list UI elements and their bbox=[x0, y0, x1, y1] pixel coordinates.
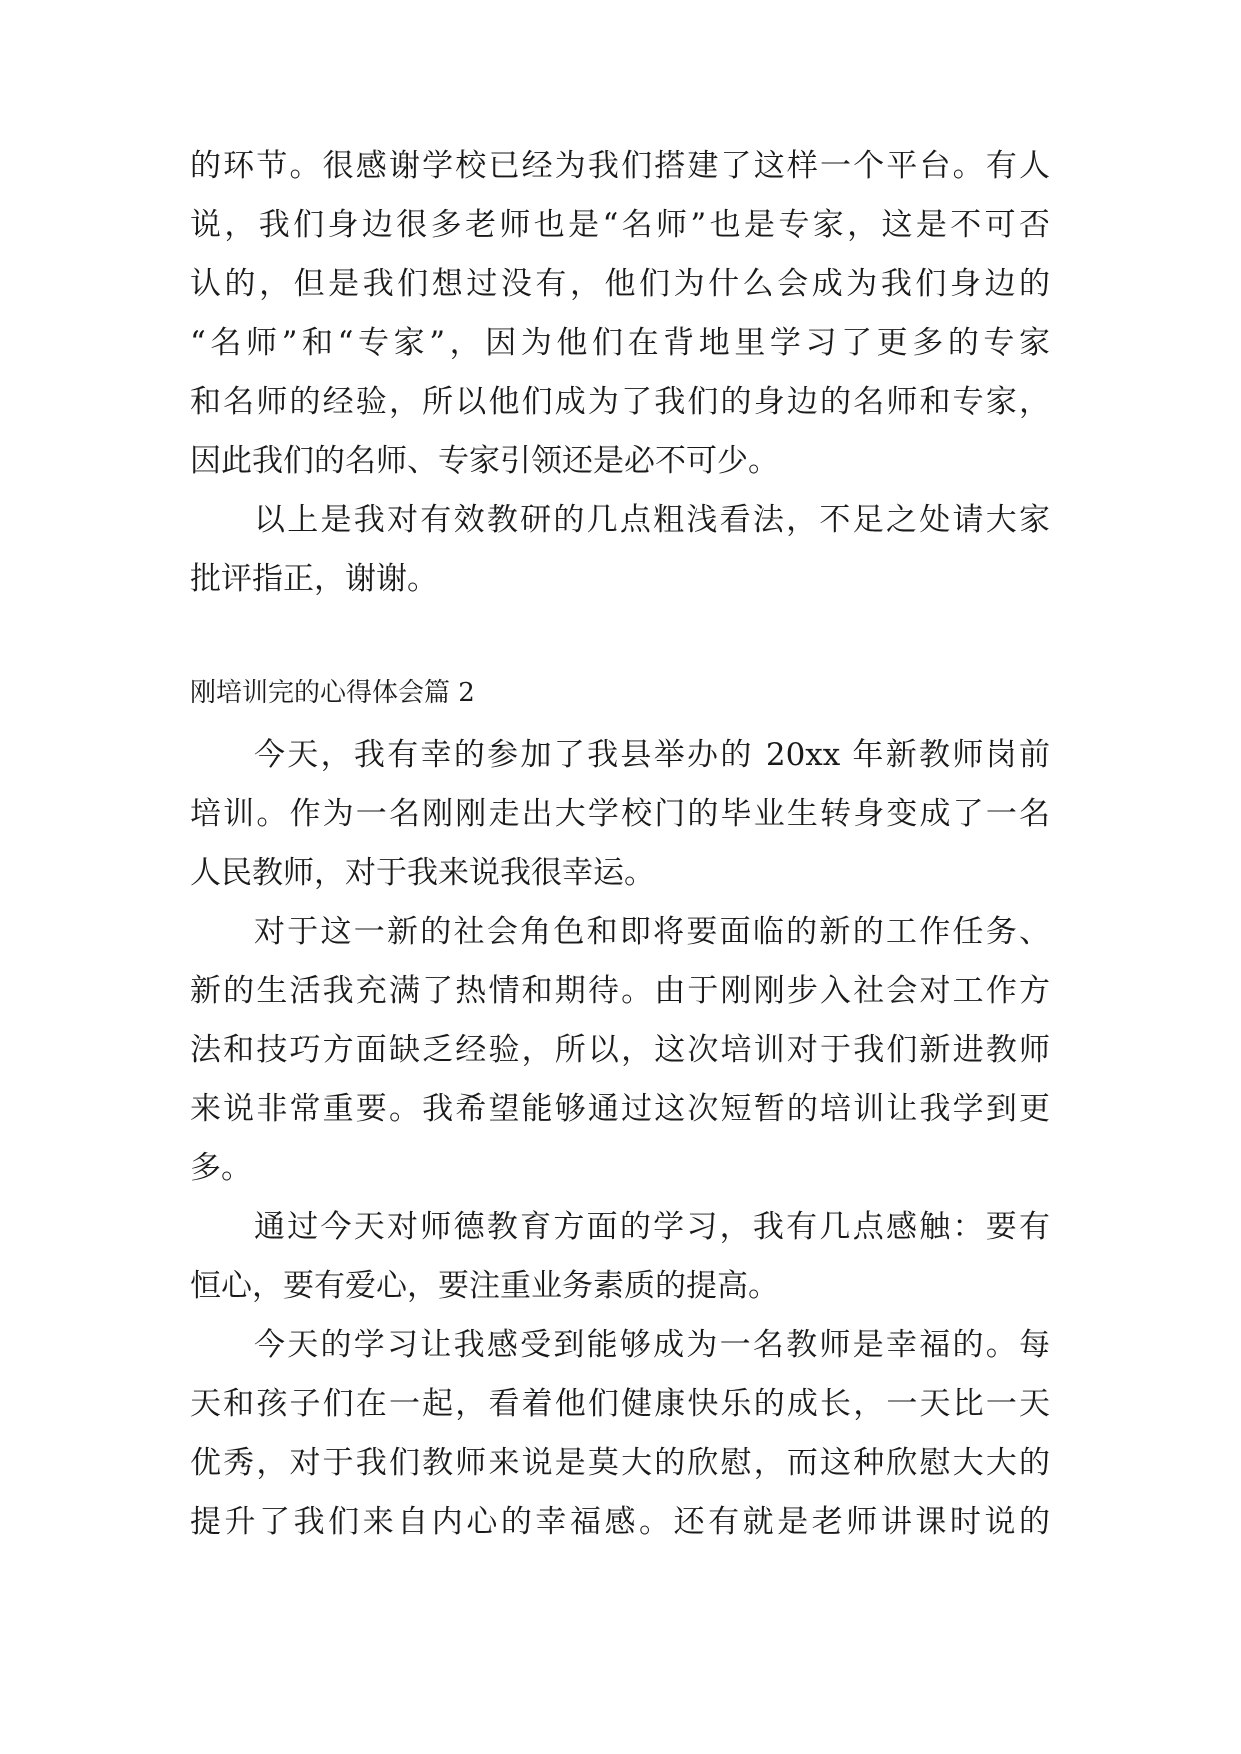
paragraph-line: 多。 bbox=[190, 1150, 252, 1186]
paragraph-line: 恒心，要有爱心，要注重业务素质的提高。 bbox=[190, 1268, 779, 1304]
paragraph-line: 今天的学习让我感受到能够成为一名教师是幸福的。每 bbox=[254, 1327, 1050, 1363]
paragraph-line: 和名师的经验，所以他们成为了我们的身边的名师和专家， bbox=[190, 384, 1050, 420]
paragraph-line: 优秀，对于我们教师来说是莫大的欣慰，而这种欣慰大大的 bbox=[190, 1445, 1050, 1481]
paragraph-line: 通过今天对师德教育方面的学习，我有几点感触：要有 bbox=[254, 1209, 1050, 1245]
paragraph-line: 新的生活我充满了热情和期待。由于刚刚步入社会对工作方 bbox=[190, 973, 1050, 1009]
paragraph-line: 认的，但是我们想过没有，他们为什么会成为我们身边的 bbox=[190, 266, 1050, 302]
paragraph-line: 以上是我对有效教研的几点粗浅看法，不足之处请大家 bbox=[254, 502, 1050, 538]
paragraph-line: 来说非常重要。我希望能够通过这次短暂的培训让我学到更 bbox=[190, 1091, 1050, 1127]
paragraph-line: 对于这一新的社会角色和即将要面临的新的工作任务、 bbox=[254, 914, 1050, 950]
paragraph-line: 的环节。很感谢学校已经为我们搭建了这样一个平台。有人 bbox=[190, 148, 1050, 184]
paragraph-line: “名师”和“专家”，因为他们在背地里学习了更多的专家 bbox=[190, 325, 1050, 361]
section-title: 刚培训完的心得体会篇 2 bbox=[190, 678, 475, 708]
paragraph-line: 人民教师，对于我来说我很幸运。 bbox=[190, 855, 655, 891]
paragraph-line: 天和孩子们在一起，看着他们健康快乐的成长，一天比一天 bbox=[190, 1386, 1050, 1422]
paragraph-line: 批评指正，谢谢。 bbox=[190, 561, 438, 597]
paragraph-line: 说，我们身边很多老师也是“名师”也是专家，这是不可否 bbox=[190, 207, 1050, 243]
paragraph-line: 法和技巧方面缺乏经验，所以，这次培训对于我们新进教师 bbox=[190, 1032, 1050, 1068]
paragraph-line: 提升了我们来自内心的幸福感。还有就是老师讲课时说的 bbox=[190, 1504, 1050, 1540]
paragraph-line: 今天，我有幸的参加了我县举办的 20xx 年新教师岗前 bbox=[254, 737, 1050, 773]
paragraph-line: 因此我们的名师、专家引领还是必不可少。 bbox=[190, 443, 779, 479]
paragraph-line: 培训。作为一名刚刚走出大学校门的毕业生转身变成了一名 bbox=[190, 796, 1050, 832]
